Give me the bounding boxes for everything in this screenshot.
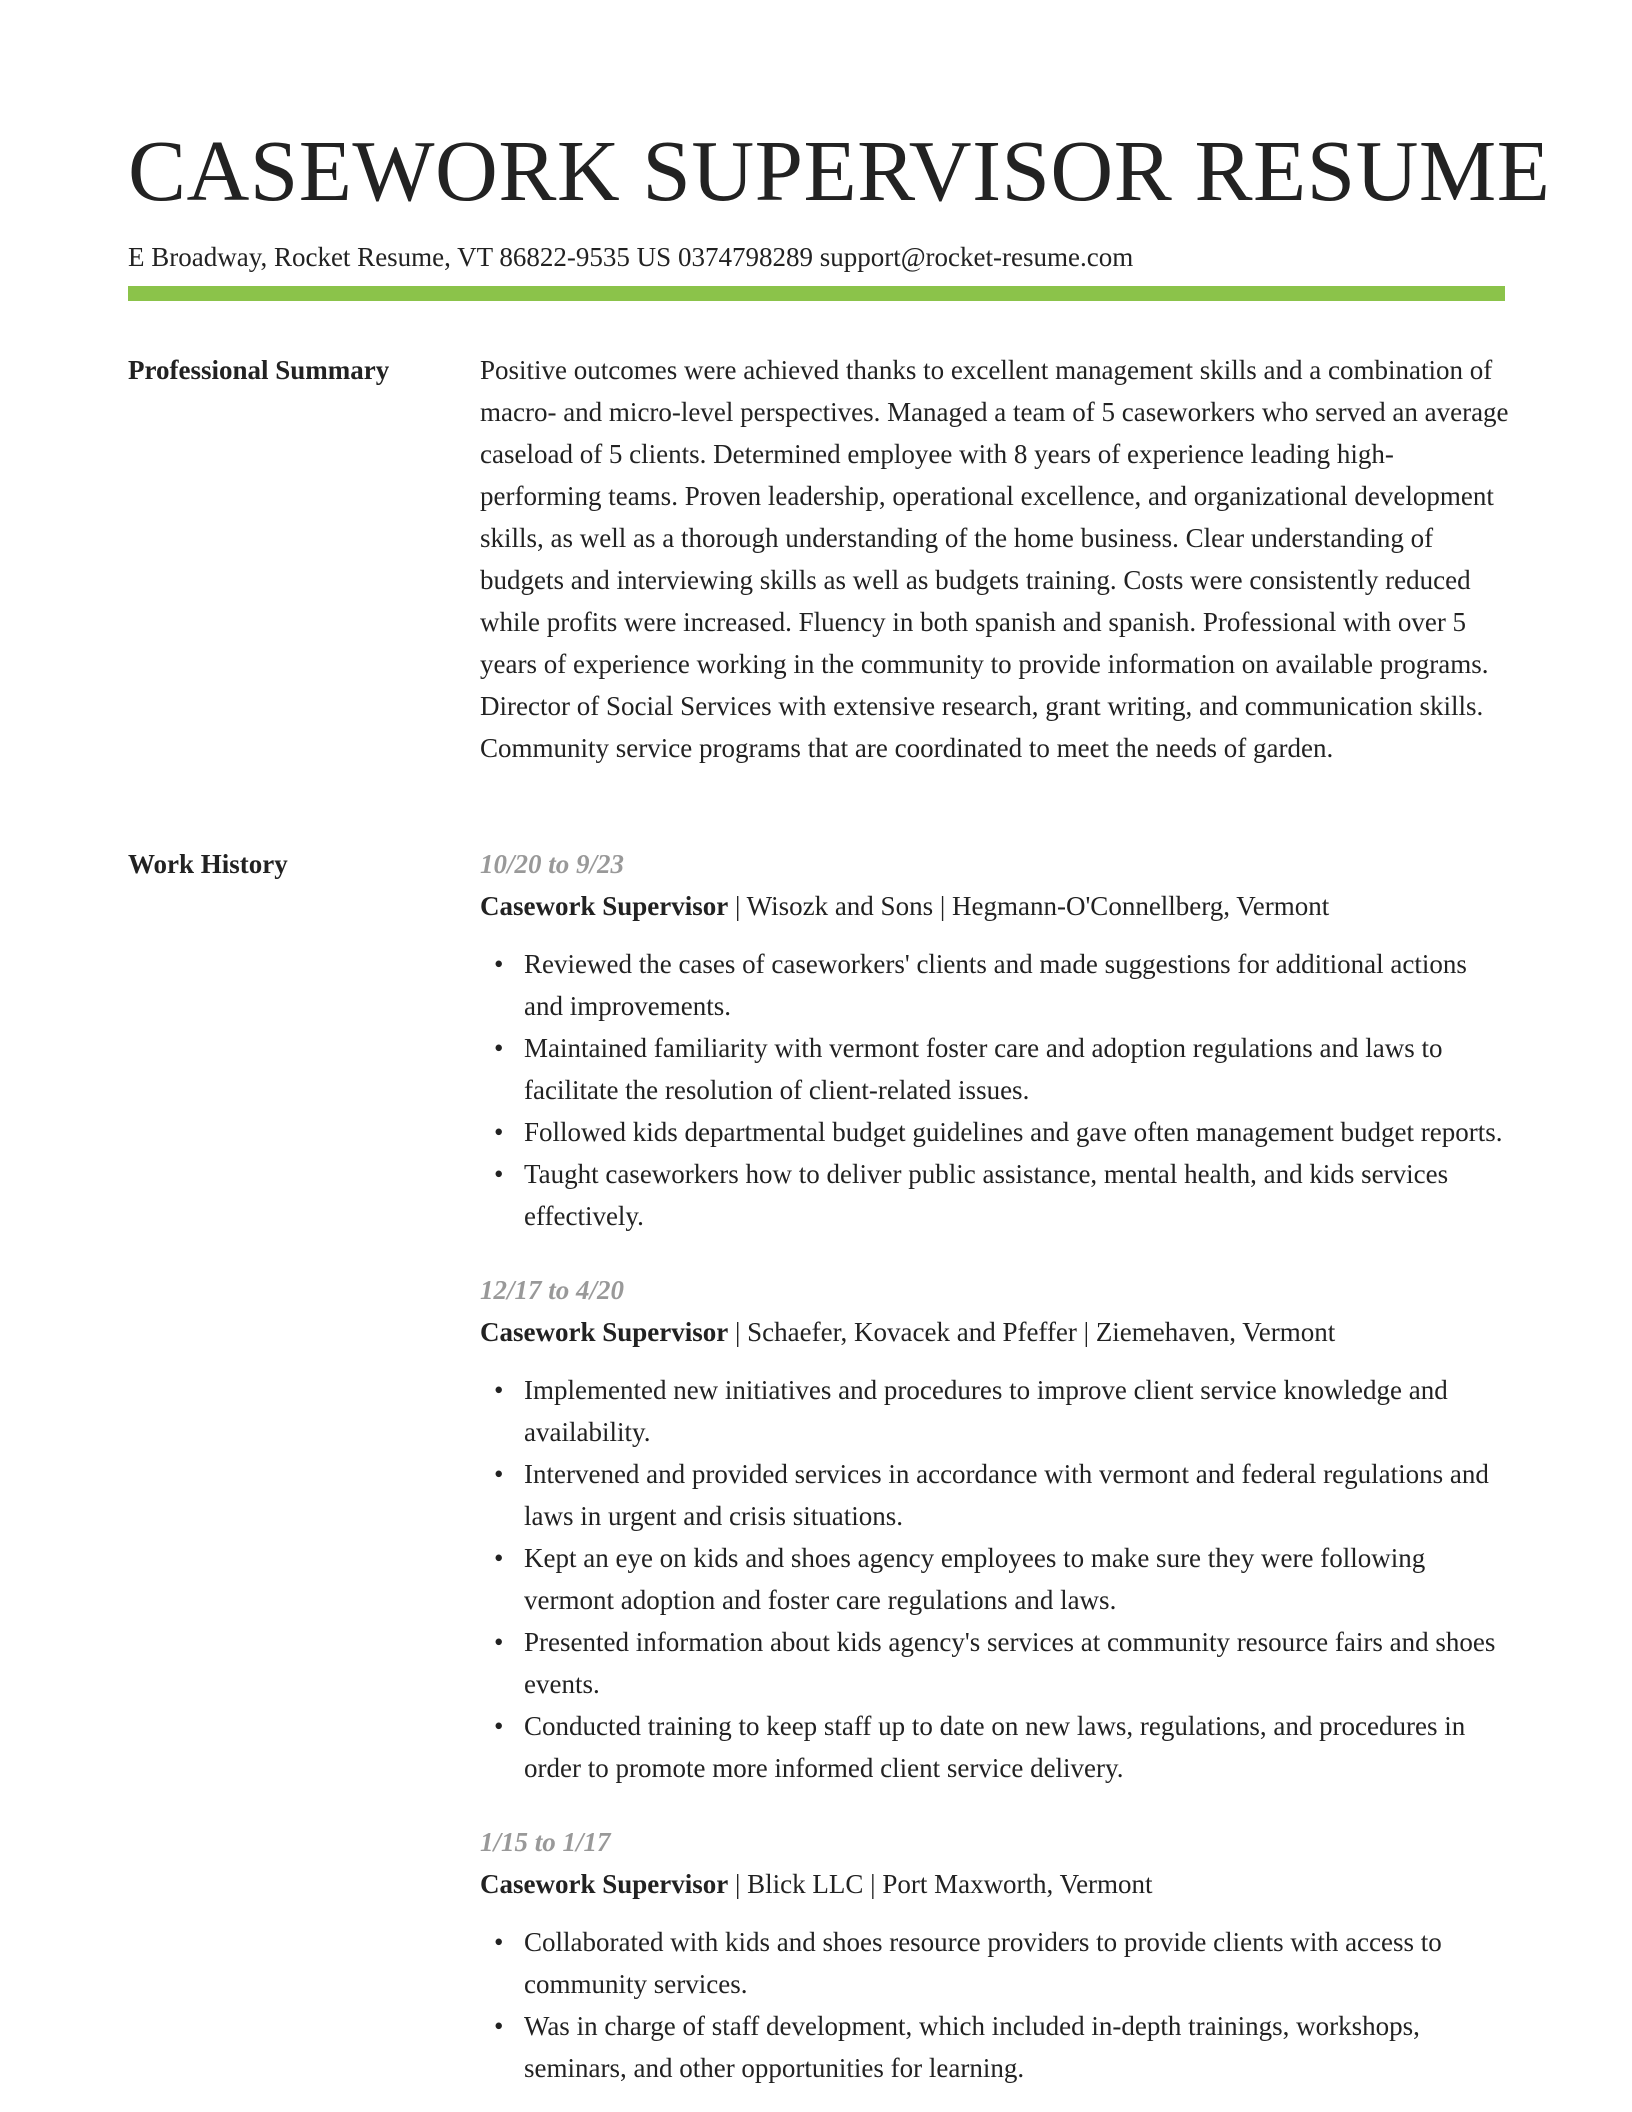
- job-heading: [480, 1863, 1510, 1905]
- bullet-icon: •: [494, 1927, 504, 1957]
- job-separator: |: [728, 891, 747, 921]
- bullet-icon: •: [494, 1711, 504, 1741]
- bullet-text: Kept an eye on kids and shoes agency employees to make sure they were following vermont adoption and foster care regulations and laws.: [524, 1543, 1426, 1615]
- bullet-icon: •: [494, 949, 504, 979]
- list-item: [480, 1027, 1510, 1111]
- section-heading-work: Work History: [128, 849, 288, 879]
- list-item: [480, 1921, 1510, 2005]
- job-dates: 10/20 to 9/23: [480, 849, 625, 879]
- job-separator: |: [863, 1869, 883, 1899]
- job-entry: [480, 843, 1510, 1237]
- list-item: [480, 1453, 1510, 1537]
- job-heading: [480, 1311, 1510, 1353]
- bullet-icon: •: [494, 1117, 504, 1147]
- job-separator: |: [933, 891, 952, 921]
- bullet-text: Presented information about kids agency's services at community resource fairs and shoes events.: [524, 1627, 1496, 1699]
- bullet-text: Reviewed the cases of caseworkers' clients and made suggestions for additional actions and improvements.: [524, 949, 1467, 1021]
- job-separator: |: [728, 1869, 748, 1899]
- bullet-text: Maintained familiarity with vermont foster care and adoption regulations and laws to facilitate the resolution of client-related issues.: [524, 1033, 1443, 1105]
- bullet-text: Conducted training to keep staff up to date on new laws, regulations, and procedures in order to promote more informed client service delivery.: [524, 1711, 1466, 1783]
- bullet-icon: •: [494, 1033, 504, 1063]
- job-bullets: [480, 1921, 1510, 2089]
- job-title: Casework Supervisor: [480, 891, 729, 921]
- section-heading-summary: Professional Summary: [128, 355, 390, 385]
- job-location: Port Maxworth, Vermont: [882, 1869, 1153, 1899]
- list-item: [480, 943, 1510, 1027]
- work-history-body: [480, 843, 1510, 2112]
- bullet-icon: •: [494, 1459, 504, 1489]
- resume-header: [128, 118, 1551, 275]
- job-dates: 12/17 to 4/20: [480, 1275, 625, 1305]
- list-item: [480, 1111, 1510, 1153]
- bullet-text: Intervened and provided services in accordance with vermont and federal regulations and laws in urgent and crisis situations.: [524, 1459, 1489, 1531]
- job-company: Wisozk and Sons: [746, 891, 934, 921]
- list-item: [480, 1369, 1510, 1453]
- list-item: [480, 2005, 1510, 2089]
- job-location: Ziemehaven, Vermont: [1095, 1317, 1336, 1347]
- list-item: [480, 1537, 1510, 1621]
- contact-line: E Broadway, Rocket Resume, VT 86822-9535 US 0374798289 support@rocket-resume.com: [128, 242, 1134, 272]
- job-bullets: [480, 943, 1510, 1237]
- job-bullets: [480, 1369, 1510, 1789]
- job-entry: [480, 1821, 1510, 2089]
- job-title: Casework Supervisor: [480, 1317, 729, 1347]
- job-separator: |: [728, 1317, 748, 1347]
- list-item: [480, 1705, 1510, 1789]
- bullet-icon: •: [494, 1543, 504, 1573]
- list-item: [480, 1621, 1510, 1705]
- bullet-icon: •: [494, 1159, 504, 1189]
- job-company: Schaefer, Kovacek and Pfeffer: [747, 1317, 1077, 1347]
- summary-text: Positive outcomes were achieved thanks to excellent management skills and a combination of macro- and micro-level perspectives. Managed a team of 5 caseworkers who served an average caseload of 5 clients. Determined employee with 8 years of experience leading high-performing teams. Proven leadership, operational excellence, and organizational development skills, as well as a thorough understanding of the home business. Clear understanding of budgets and interviewing skills as well as budgets training. Costs were consistently reduced while profits were increased. Fluency in both spanish and spanish. Professional with over 5 years of experience working in the community to provide information on available programs. Director of Social Services with extensive research, grant writing, and communication skills. Community service programs that are coordinated to meet the needs of garden.: [480, 355, 1509, 763]
- job-dates: 1/15 to 1/17: [480, 1827, 611, 1857]
- bullet-text: Collaborated with kids and shoes resource providers to provide clients with access to community services.: [524, 1927, 1442, 1999]
- bullet-text: Taught caseworkers how to deliver public assistance, mental health, and kids services effectively.: [524, 1159, 1449, 1231]
- summary-body: [480, 349, 1510, 769]
- bullet-icon: •: [494, 1627, 504, 1657]
- bullet-text: Was in charge of staff development, which included in-depth trainings, workshops, seminars, and other opportunities for learning.: [524, 2011, 1420, 2083]
- bullet-icon: •: [494, 2011, 504, 2041]
- header-divider: [128, 286, 1505, 301]
- bullet-text: Implemented new initiatives and procedures to improve client service knowledge and availability.: [524, 1375, 1448, 1447]
- job-entry: [480, 1269, 1510, 1789]
- job-company: Blick LLC: [747, 1869, 864, 1899]
- job-separator: |: [1076, 1317, 1096, 1347]
- page-title: CASEWORK SUPERVISOR RESUME: [128, 122, 1551, 219]
- job-title: Casework Supervisor: [480, 1869, 729, 1899]
- job-location: Hegmann-O'Connellberg, Vermont: [951, 891, 1330, 921]
- list-item: [480, 1153, 1510, 1237]
- bullet-text: Followed kids departmental budget guidelines and gave often management budget reports.: [524, 1117, 1503, 1147]
- job-heading: [480, 885, 1510, 927]
- bullet-icon: •: [494, 1375, 504, 1405]
